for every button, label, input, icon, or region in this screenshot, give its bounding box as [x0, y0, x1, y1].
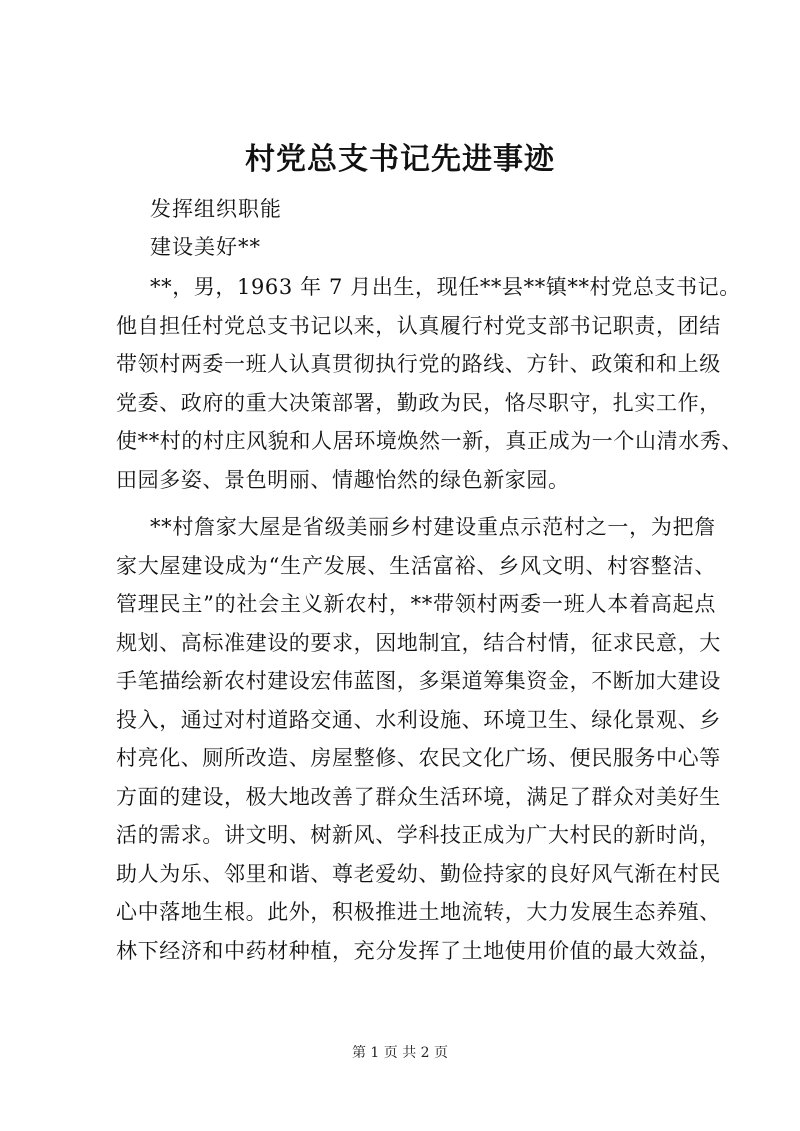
- paragraph-line: 投入，通过对村道路交通、水利设施、环境卫生、绿化景观、乡: [116, 707, 721, 732]
- paragraph-line: 林下经济和中药材种植，充分发挥了土地使用价值的最大效益，: [116, 938, 721, 963]
- paragraph-line: **村詹家大屋是省级美丽乡村建设重点示范村之一，为把詹: [150, 515, 716, 539]
- paragraph-line: 活的需求。讲文明、树新风、学科技正成为广大村民的新时尚，: [116, 823, 721, 847]
- paragraph-line: 家大屋建设成为“生产发展、生活富裕、乡风文明、村容整洁、: [116, 553, 716, 578]
- paragraph-line: 带领村两委一班人认真贯彻执行党的路线、方针、政策和和上级: [116, 352, 721, 376]
- paragraph-line: 手笔描绘新农村建设宏伟蓝图，多渠道筹集资金，不断加大建设: [116, 669, 721, 693]
- paragraph-line: 心中落地生根。此外，积极推进土地流转，大力发展生态养殖、: [116, 900, 721, 924]
- paragraph-line: 方面的建设，极大地改善了群众生活环境，满足了群众对美好生: [116, 784, 721, 809]
- paragraph-line: **，男，1963 年 7 月出生，现任**县**镇**村党总支书记。: [150, 275, 741, 299]
- paragraph-line: 规划、高标准建设的要求，因地制宜，结合村情，征求民意，大: [116, 630, 721, 655]
- document-title: 村党总支书记先进事迹: [245, 142, 555, 177]
- paragraph-line: 党委、政府的重大决策部署，勤政为民，恪尽职守，扎实工作，: [116, 390, 721, 415]
- paragraph-line: 使**村的村庄风貌和人居环境焕然一新，真正成为一个山清水秀、: [116, 429, 743, 453]
- subtitle-line-1: 发挥组织职能: [150, 197, 282, 221]
- paragraph-line: 他自担任村党总支书记以来，认真履行村党支部书记职责，团结: [116, 313, 721, 338]
- paragraph-2: [116, 508, 721, 970]
- paragraph-line: 管理民主”的社会主义新农村，**带领村两委一班人本着高起点: [116, 592, 716, 616]
- paragraph-1: [116, 268, 743, 499]
- paragraph-line: 田园多姿、景色明丽、情趣怡然的绿色新家园。: [116, 467, 570, 492]
- paragraph-line: 助人为乐、邻里和谐、尊老爱幼、勤俭持家的良好风气渐在村民: [116, 861, 721, 886]
- page-number-footer: 第 1 页 共 2 页: [351, 1045, 449, 1061]
- paragraph-line: 村亮化、厕所改造、房屋整修、农民文化广场、便民服务中心等: [116, 746, 721, 770]
- subtitle-line-2: 建设美好**: [150, 235, 261, 259]
